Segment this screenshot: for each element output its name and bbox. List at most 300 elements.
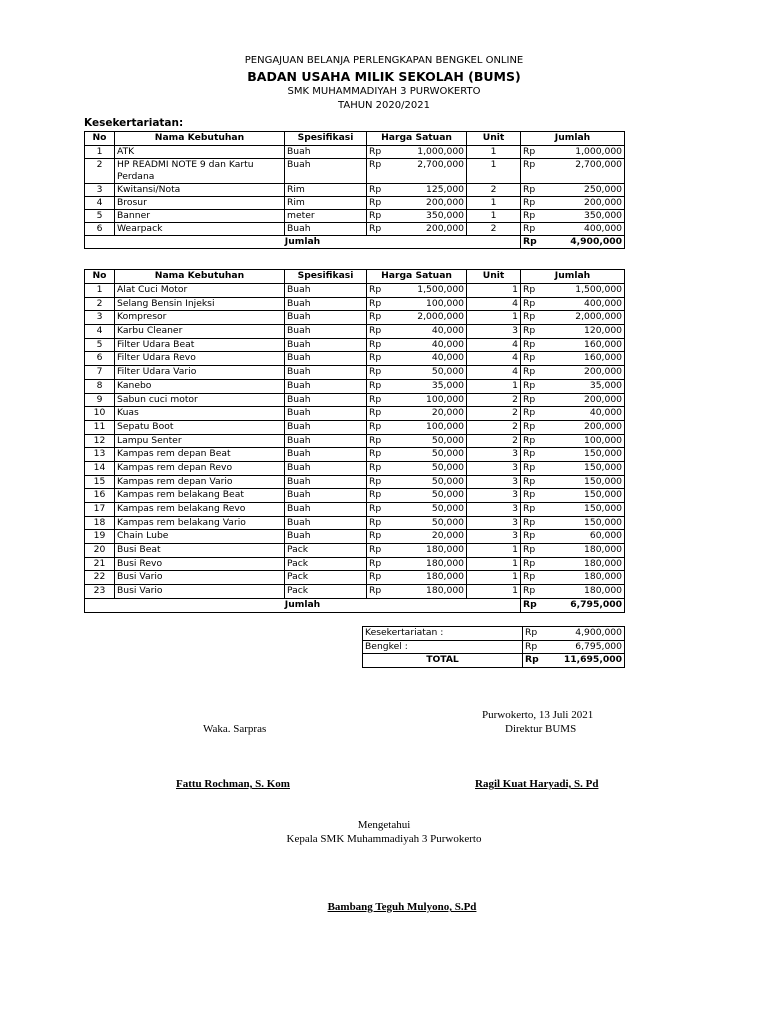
row-name: Filter Udara Revo bbox=[115, 352, 285, 366]
row-spec: Buah bbox=[285, 393, 367, 407]
row-spec: Buah bbox=[285, 297, 367, 311]
row-price: 2,700,000 bbox=[387, 159, 467, 184]
row-spec: Pack bbox=[285, 585, 367, 599]
row-no: 11 bbox=[85, 420, 115, 434]
row-price: 50,000 bbox=[387, 489, 467, 503]
row-name: Chain Lube bbox=[115, 530, 285, 544]
doc-title-line4: TAHUN 2020/2021 bbox=[338, 100, 430, 111]
row-unit: 1 bbox=[467, 585, 521, 599]
row-unit: 1 bbox=[467, 146, 521, 159]
row-no: 5 bbox=[85, 338, 115, 352]
row-spec: Buah bbox=[285, 146, 367, 159]
row-spec: Buah bbox=[285, 489, 367, 503]
col-name: Nama Kebutuhan bbox=[115, 132, 285, 146]
row-total-currency: Rp bbox=[521, 223, 541, 236]
col-total: Jumlah bbox=[521, 132, 625, 146]
row-spec: Buah bbox=[285, 448, 367, 462]
row-total-currency: Rp bbox=[521, 146, 541, 159]
row-unit: 1 bbox=[467, 210, 521, 223]
total-value: 6,795,000 bbox=[541, 598, 625, 612]
row-spec: Buah bbox=[285, 159, 367, 184]
row-total-currency: Rp bbox=[521, 284, 541, 298]
row-unit: 1 bbox=[467, 557, 521, 571]
total-currency: Rp bbox=[521, 236, 541, 249]
row-spec: Buah bbox=[285, 223, 367, 236]
row-no: 23 bbox=[85, 585, 115, 599]
row-price-currency: Rp bbox=[367, 197, 387, 210]
table-row bbox=[85, 366, 625, 380]
table-row bbox=[85, 407, 625, 421]
summary-currency: Rp bbox=[523, 640, 545, 654]
row-name: HP READMI NOTE 9 dan Kartu Perdana bbox=[115, 159, 285, 184]
table-row bbox=[85, 557, 625, 571]
row-name: Kuas bbox=[115, 407, 285, 421]
row-spec: Buah bbox=[285, 503, 367, 517]
row-name: Busi Vario bbox=[115, 585, 285, 599]
row-price-currency: Rp bbox=[367, 516, 387, 530]
row-name: Busi Revo bbox=[115, 557, 285, 571]
table-row bbox=[85, 284, 625, 298]
row-unit: 3 bbox=[467, 489, 521, 503]
table-row bbox=[85, 544, 625, 558]
row-total-currency: Rp bbox=[521, 184, 541, 197]
summary-total-row bbox=[363, 654, 625, 668]
row-name: ATK bbox=[115, 146, 285, 159]
row-unit: 2 bbox=[467, 223, 521, 236]
row-total-currency: Rp bbox=[521, 325, 541, 339]
row-total: 180,000 bbox=[541, 544, 625, 558]
row-total-currency: Rp bbox=[521, 530, 541, 544]
row-price-currency: Rp bbox=[367, 184, 387, 197]
row-spec: Pack bbox=[285, 544, 367, 558]
row-total: 180,000 bbox=[541, 557, 625, 571]
row-total: 1,000,000 bbox=[541, 146, 625, 159]
row-spec: Buah bbox=[285, 516, 367, 530]
row-price: 180,000 bbox=[387, 571, 467, 585]
row-name: Wearpack bbox=[115, 223, 285, 236]
row-price: 100,000 bbox=[387, 420, 467, 434]
row-total: 100,000 bbox=[541, 434, 625, 448]
row-unit: 4 bbox=[467, 366, 521, 380]
row-price-currency: Rp bbox=[367, 557, 387, 571]
row-price: 125,000 bbox=[387, 184, 467, 197]
row-price: 50,000 bbox=[387, 461, 467, 475]
summary-label: Kesekertariatan : bbox=[363, 627, 523, 641]
summary-total-label: TOTAL bbox=[363, 654, 523, 668]
row-total-currency: Rp bbox=[521, 489, 541, 503]
row-unit: 3 bbox=[467, 475, 521, 489]
row-total-currency: Rp bbox=[521, 338, 541, 352]
table-row bbox=[85, 223, 625, 236]
row-total-currency: Rp bbox=[521, 516, 541, 530]
doc-title-line1: PENGAJUAN BELANJA PERLENGKAPAN BENGKEL ONLINE bbox=[244, 55, 524, 66]
summary-row bbox=[363, 627, 625, 641]
table-row bbox=[85, 489, 625, 503]
row-name: Kampas rem depan Beat bbox=[115, 448, 285, 462]
row-name: Kampas rem belakang Revo bbox=[115, 503, 285, 517]
row-name: Filter Udara Beat bbox=[115, 338, 285, 352]
row-no: 18 bbox=[85, 516, 115, 530]
summary-currency: Rp bbox=[523, 627, 545, 641]
row-name: Banner bbox=[115, 210, 285, 223]
row-price-currency: Rp bbox=[367, 223, 387, 236]
table-row bbox=[85, 352, 625, 366]
summary-table bbox=[362, 626, 625, 668]
row-price: 180,000 bbox=[387, 544, 467, 558]
row-no: 9 bbox=[85, 393, 115, 407]
table-row bbox=[85, 197, 625, 210]
row-price-currency: Rp bbox=[367, 379, 387, 393]
row-no: 8 bbox=[85, 379, 115, 393]
row-total-currency: Rp bbox=[521, 461, 541, 475]
row-no: 14 bbox=[85, 461, 115, 475]
row-total-currency: Rp bbox=[521, 557, 541, 571]
row-price: 200,000 bbox=[387, 223, 467, 236]
row-unit: 2 bbox=[467, 393, 521, 407]
total-label: Jumlah bbox=[85, 598, 521, 612]
row-unit: 2 bbox=[467, 434, 521, 448]
row-price: 50,000 bbox=[387, 448, 467, 462]
row-unit: 3 bbox=[467, 503, 521, 517]
row-total: 150,000 bbox=[541, 448, 625, 462]
table-row bbox=[85, 434, 625, 448]
row-unit: 2 bbox=[467, 420, 521, 434]
row-total: 120,000 bbox=[541, 325, 625, 339]
row-price: 1,500,000 bbox=[387, 284, 467, 298]
left-signer-title: Waka. Sarpras bbox=[203, 723, 267, 735]
row-spec: Buah bbox=[285, 325, 367, 339]
row-price-currency: Rp bbox=[367, 146, 387, 159]
row-total: 2,000,000 bbox=[541, 311, 625, 325]
row-no: 4 bbox=[85, 197, 115, 210]
row-no: 15 bbox=[85, 475, 115, 489]
table-row bbox=[85, 585, 625, 599]
row-spec: Buah bbox=[285, 434, 367, 448]
table-row bbox=[85, 530, 625, 544]
row-price: 2,000,000 bbox=[387, 311, 467, 325]
row-spec: Buah bbox=[285, 338, 367, 352]
table-row bbox=[85, 311, 625, 325]
row-name: Kampas rem belakang Vario bbox=[115, 516, 285, 530]
row-price: 180,000 bbox=[387, 585, 467, 599]
table-row bbox=[85, 210, 625, 223]
row-name: Kanebo bbox=[115, 379, 285, 393]
row-total-currency: Rp bbox=[521, 379, 541, 393]
row-spec: Buah bbox=[285, 475, 367, 489]
row-no: 5 bbox=[85, 210, 115, 223]
col-name: Nama Kebutuhan bbox=[115, 270, 285, 284]
row-total: 150,000 bbox=[541, 516, 625, 530]
col-unit: Unit bbox=[467, 132, 521, 146]
section-label-kesekertariatan: Kesekertariatan: bbox=[84, 117, 184, 129]
row-total-currency: Rp bbox=[521, 159, 541, 184]
table-kesekertariatan bbox=[84, 131, 625, 249]
row-unit: 1 bbox=[467, 159, 521, 184]
row-name: Lampu Senter bbox=[115, 434, 285, 448]
row-price-currency: Rp bbox=[367, 297, 387, 311]
row-price: 40,000 bbox=[387, 325, 467, 339]
row-price-currency: Rp bbox=[367, 311, 387, 325]
doc-title-line2: BADAN USAHA MILIK SEKOLAH (BUMS) bbox=[247, 69, 521, 84]
summary-total-currency: Rp bbox=[523, 654, 545, 668]
row-no: 21 bbox=[85, 557, 115, 571]
row-total: 200,000 bbox=[541, 420, 625, 434]
row-unit: 3 bbox=[467, 448, 521, 462]
table-header-row bbox=[85, 270, 625, 284]
row-no: 7 bbox=[85, 366, 115, 380]
place-date: Purwokerto, 13 Juli 2021 bbox=[482, 709, 594, 721]
row-price: 40,000 bbox=[387, 352, 467, 366]
row-price: 200,000 bbox=[387, 197, 467, 210]
row-price-currency: Rp bbox=[367, 503, 387, 517]
row-no: 1 bbox=[85, 146, 115, 159]
table-row bbox=[85, 420, 625, 434]
summary-value: 4,900,000 bbox=[545, 627, 625, 641]
row-total-currency: Rp bbox=[521, 352, 541, 366]
row-total: 200,000 bbox=[541, 393, 625, 407]
row-no: 10 bbox=[85, 407, 115, 421]
row-total-currency: Rp bbox=[521, 585, 541, 599]
row-unit: 1 bbox=[467, 284, 521, 298]
row-no: 1 bbox=[85, 284, 115, 298]
row-unit: 3 bbox=[467, 516, 521, 530]
row-total: 160,000 bbox=[541, 338, 625, 352]
row-total-currency: Rp bbox=[521, 503, 541, 517]
row-unit: 4 bbox=[467, 352, 521, 366]
table-total-row bbox=[85, 236, 625, 249]
row-total: 150,000 bbox=[541, 461, 625, 475]
row-price: 50,000 bbox=[387, 366, 467, 380]
table-row bbox=[85, 184, 625, 197]
row-spec: Pack bbox=[285, 571, 367, 585]
col-spec: Spesifikasi bbox=[285, 270, 367, 284]
row-total: 150,000 bbox=[541, 475, 625, 489]
row-total: 180,000 bbox=[541, 571, 625, 585]
row-no: 16 bbox=[85, 489, 115, 503]
row-total: 400,000 bbox=[541, 297, 625, 311]
row-total: 180,000 bbox=[541, 585, 625, 599]
row-price: 40,000 bbox=[387, 338, 467, 352]
row-unit: 2 bbox=[467, 407, 521, 421]
row-spec: Buah bbox=[285, 284, 367, 298]
row-total-currency: Rp bbox=[521, 311, 541, 325]
row-name: Alat Cuci Motor bbox=[115, 284, 285, 298]
table-bengkel bbox=[84, 269, 625, 613]
row-price: 350,000 bbox=[387, 210, 467, 223]
row-total-currency: Rp bbox=[521, 475, 541, 489]
row-no: 22 bbox=[85, 571, 115, 585]
summary-total-value: 11,695,000 bbox=[545, 654, 625, 668]
row-price-currency: Rp bbox=[367, 475, 387, 489]
row-spec: Rim bbox=[285, 197, 367, 210]
row-unit: 3 bbox=[467, 325, 521, 339]
row-name: Filter Udara Vario bbox=[115, 366, 285, 380]
row-total: 200,000 bbox=[541, 366, 625, 380]
row-price: 180,000 bbox=[387, 557, 467, 571]
row-no: 17 bbox=[85, 503, 115, 517]
row-name: Busi Beat bbox=[115, 544, 285, 558]
row-name: Kwitansi/Nota bbox=[115, 184, 285, 197]
row-total-currency: Rp bbox=[521, 210, 541, 223]
row-spec: Buah bbox=[285, 420, 367, 434]
summary-label: Bengkel : bbox=[363, 640, 523, 654]
row-unit: 3 bbox=[467, 461, 521, 475]
row-name: Kompresor bbox=[115, 311, 285, 325]
row-name: Busi Vario bbox=[115, 571, 285, 585]
row-spec: Buah bbox=[285, 352, 367, 366]
row-no: 12 bbox=[85, 434, 115, 448]
row-unit: 4 bbox=[467, 338, 521, 352]
table-row bbox=[85, 146, 625, 159]
row-price: 100,000 bbox=[387, 297, 467, 311]
row-price: 35,000 bbox=[387, 379, 467, 393]
table-row bbox=[85, 571, 625, 585]
row-price-currency: Rp bbox=[367, 434, 387, 448]
total-currency: Rp bbox=[521, 598, 541, 612]
row-total: 160,000 bbox=[541, 352, 625, 366]
row-price-currency: Rp bbox=[367, 210, 387, 223]
table-row bbox=[85, 516, 625, 530]
row-total-currency: Rp bbox=[521, 407, 541, 421]
table-total-row bbox=[85, 598, 625, 612]
row-total: 35,000 bbox=[541, 379, 625, 393]
row-price-currency: Rp bbox=[367, 338, 387, 352]
row-total-currency: Rp bbox=[521, 297, 541, 311]
row-total: 60,000 bbox=[541, 530, 625, 544]
row-spec: Buah bbox=[285, 379, 367, 393]
row-price-currency: Rp bbox=[367, 393, 387, 407]
row-no: 13 bbox=[85, 448, 115, 462]
row-price-currency: Rp bbox=[367, 352, 387, 366]
row-unit: 1 bbox=[467, 544, 521, 558]
total-label: Jumlah bbox=[85, 236, 521, 249]
row-unit: 1 bbox=[467, 311, 521, 325]
row-total: 40,000 bbox=[541, 407, 625, 421]
row-total: 150,000 bbox=[541, 503, 625, 517]
row-spec: Buah bbox=[285, 530, 367, 544]
approve-title: Kepala SMK Muhammadiyah 3 Purwokerto bbox=[286, 833, 482, 845]
row-name: Selang Bensin Injeksi bbox=[115, 297, 285, 311]
row-name: Brosur bbox=[115, 197, 285, 210]
row-unit: 1 bbox=[467, 571, 521, 585]
row-spec: Buah bbox=[285, 366, 367, 380]
right-signer-title: Direktur BUMS bbox=[505, 723, 577, 735]
col-no: No bbox=[85, 132, 115, 146]
col-total: Jumlah bbox=[521, 270, 625, 284]
table-row bbox=[85, 297, 625, 311]
row-price-currency: Rp bbox=[367, 284, 387, 298]
row-price-currency: Rp bbox=[367, 420, 387, 434]
row-price-currency: Rp bbox=[367, 544, 387, 558]
row-no: 2 bbox=[85, 159, 115, 184]
row-price-currency: Rp bbox=[367, 585, 387, 599]
left-signer-name: Fattu Rochman, S. Kom bbox=[176, 778, 290, 790]
table-header-row bbox=[85, 132, 625, 146]
col-spec: Spesifikasi bbox=[285, 132, 367, 146]
table-row bbox=[85, 325, 625, 339]
col-no: No bbox=[85, 270, 115, 284]
row-no: 20 bbox=[85, 544, 115, 558]
row-price-currency: Rp bbox=[367, 407, 387, 421]
row-price: 50,000 bbox=[387, 503, 467, 517]
row-spec: Rim bbox=[285, 184, 367, 197]
col-unit: Unit bbox=[467, 270, 521, 284]
row-no: 2 bbox=[85, 297, 115, 311]
row-price-currency: Rp bbox=[367, 366, 387, 380]
total-value: 4,900,000 bbox=[541, 236, 625, 249]
summary-row bbox=[363, 640, 625, 654]
row-no: 6 bbox=[85, 352, 115, 366]
row-total-currency: Rp bbox=[521, 393, 541, 407]
row-total-currency: Rp bbox=[521, 197, 541, 210]
table-row bbox=[85, 338, 625, 352]
row-total: 350,000 bbox=[541, 210, 625, 223]
row-price: 100,000 bbox=[387, 393, 467, 407]
row-name: Kampas rem depan Vario bbox=[115, 475, 285, 489]
row-total-currency: Rp bbox=[521, 420, 541, 434]
row-unit: 1 bbox=[467, 379, 521, 393]
table-row bbox=[85, 503, 625, 517]
row-price: 50,000 bbox=[387, 475, 467, 489]
row-total-currency: Rp bbox=[521, 544, 541, 558]
row-no: 3 bbox=[85, 184, 115, 197]
row-total: 400,000 bbox=[541, 223, 625, 236]
table-row bbox=[85, 448, 625, 462]
row-price: 20,000 bbox=[387, 530, 467, 544]
row-total-currency: Rp bbox=[521, 571, 541, 585]
row-no: 3 bbox=[85, 311, 115, 325]
row-price-currency: Rp bbox=[367, 325, 387, 339]
row-spec: Buah bbox=[285, 461, 367, 475]
table-row bbox=[85, 379, 625, 393]
row-price-currency: Rp bbox=[367, 571, 387, 585]
doc-title-line3: SMK MUHAMMADIYAH 3 PURWOKERTO bbox=[287, 86, 481, 97]
row-total-currency: Rp bbox=[521, 434, 541, 448]
col-price: Harga Satuan bbox=[367, 270, 467, 284]
row-spec: Buah bbox=[285, 407, 367, 421]
row-name: Sabun cuci motor bbox=[115, 393, 285, 407]
row-unit: 1 bbox=[467, 197, 521, 210]
table-row bbox=[85, 159, 625, 184]
row-price-currency: Rp bbox=[367, 448, 387, 462]
row-price: 50,000 bbox=[387, 434, 467, 448]
row-total-currency: Rp bbox=[521, 366, 541, 380]
row-total: 250,000 bbox=[541, 184, 625, 197]
summary-value: 6,795,000 bbox=[545, 640, 625, 654]
row-price-currency: Rp bbox=[367, 461, 387, 475]
row-price-currency: Rp bbox=[367, 489, 387, 503]
row-total: 200,000 bbox=[541, 197, 625, 210]
approve-label: Mengetahui bbox=[357, 819, 411, 831]
row-no: 4 bbox=[85, 325, 115, 339]
row-spec: meter bbox=[285, 210, 367, 223]
row-price-currency: Rp bbox=[367, 530, 387, 544]
row-total: 1,500,000 bbox=[541, 284, 625, 298]
row-price: 1,000,000 bbox=[387, 146, 467, 159]
row-no: 6 bbox=[85, 223, 115, 236]
row-total-currency: Rp bbox=[521, 448, 541, 462]
col-price: Harga Satuan bbox=[367, 132, 467, 146]
right-signer-name: Ragil Kuat Haryadi, S. Pd bbox=[475, 778, 599, 790]
row-spec: Buah bbox=[285, 311, 367, 325]
row-unit: 2 bbox=[467, 184, 521, 197]
row-price-currency: Rp bbox=[367, 159, 387, 184]
row-name: Karbu Cleaner bbox=[115, 325, 285, 339]
row-price: 50,000 bbox=[387, 516, 467, 530]
row-name: Kampas rem depan Revo bbox=[115, 461, 285, 475]
row-name: Kampas rem belakang Beat bbox=[115, 489, 285, 503]
table-row bbox=[85, 475, 625, 489]
